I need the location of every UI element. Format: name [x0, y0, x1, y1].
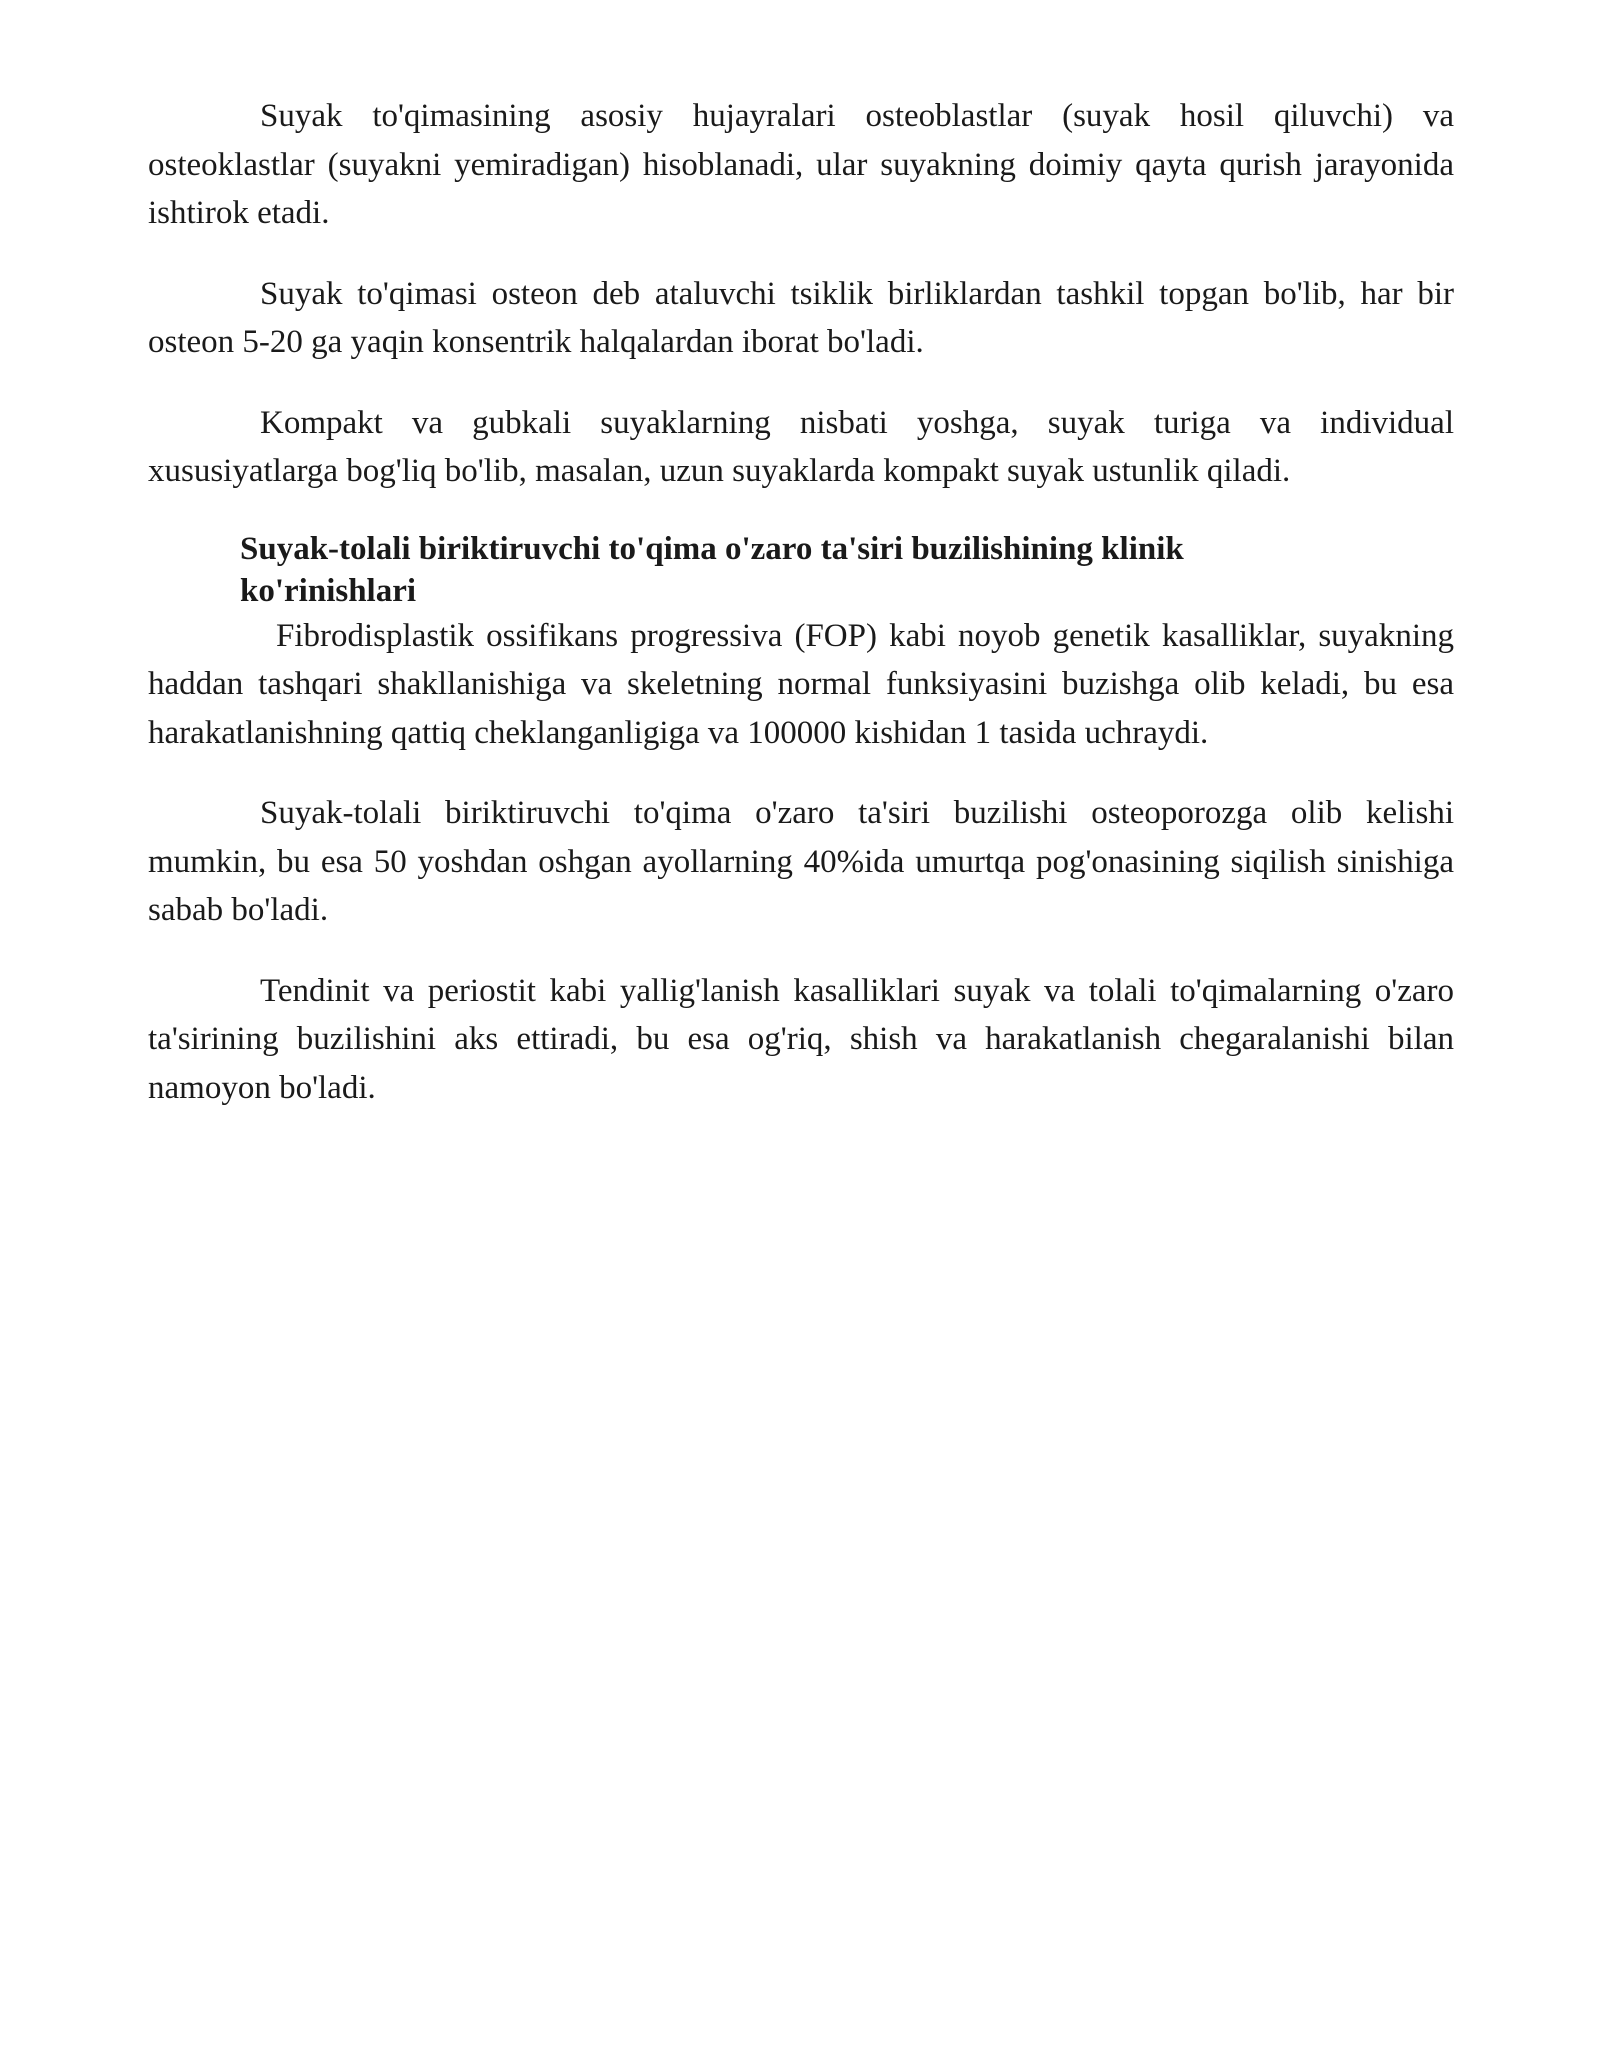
paragraph-compact-spongy: Kompakt va gubkali suyaklarning nisbati yoshga, suyak turiga va individual xususiyatlarga bog'liq bo'lib, masalan, uzun suyaklarda kompakt suyak ustunlik qiladi.: [148, 404, 1454, 489]
paragraph-fop: Fibrodisplastik ossifikans progressiva (FOP) kabi noyob genetik kasalliklar, suyakning haddan tashqari shakllanishiga va skeletning normal funksiyasini buzishga olib keladi, bu esa harakatlanishning qattiq cheklanganligiga va 100000 kishidan 1 tasida uchraydi.: [148, 617, 1454, 751]
section-heading: Suyak-tolali biriktiruvchi to'qima o'zaro ta'siri buzilishining klinik ko'rinishlari: [240, 530, 1184, 609]
paragraph-bone-cells: Suyak to'qimasining asosiy hujayralari osteoblastlar (suyak hosil qiluvchi) va osteoklastlar (suyakni yemiradigan) hisoblanadi, ular suyakning doimiy qayta qurish jarayonida ishtirok etadi.: [148, 98, 1454, 231]
paragraph-osteoporosis: Suyak-tolali biriktiruvchi to'qima o'zaro ta'siri buzilishi osteoporozga olib kelishi mumkin, bu esa 50 yoshdan oshgan ayollarning 40%ida umurtqa pog'onasining siqilish sinishiga sabab bo'ladi.: [148, 795, 1454, 928]
paragraph-osteon: Suyak to'qimasi osteon deb ataluvchi tsiklik birliklardan tashkil topgan bo'lib, har bir osteon 5-20 ga yaqin konsentrik halqalardan iborat bo'ladi.: [148, 275, 1454, 360]
document-page: [148, 92, 1454, 1144]
paragraph-inflammation: Tendinit va periostit kabi yallig'lanish kasalliklari suyak va tolali to'qimalarning o'zaro ta'sirining buzilishini aks ettiradi, bu esa og'riq, shish va harakatlanish chegaralanishi bilan namoyon bo'ladi.: [148, 972, 1454, 1106]
